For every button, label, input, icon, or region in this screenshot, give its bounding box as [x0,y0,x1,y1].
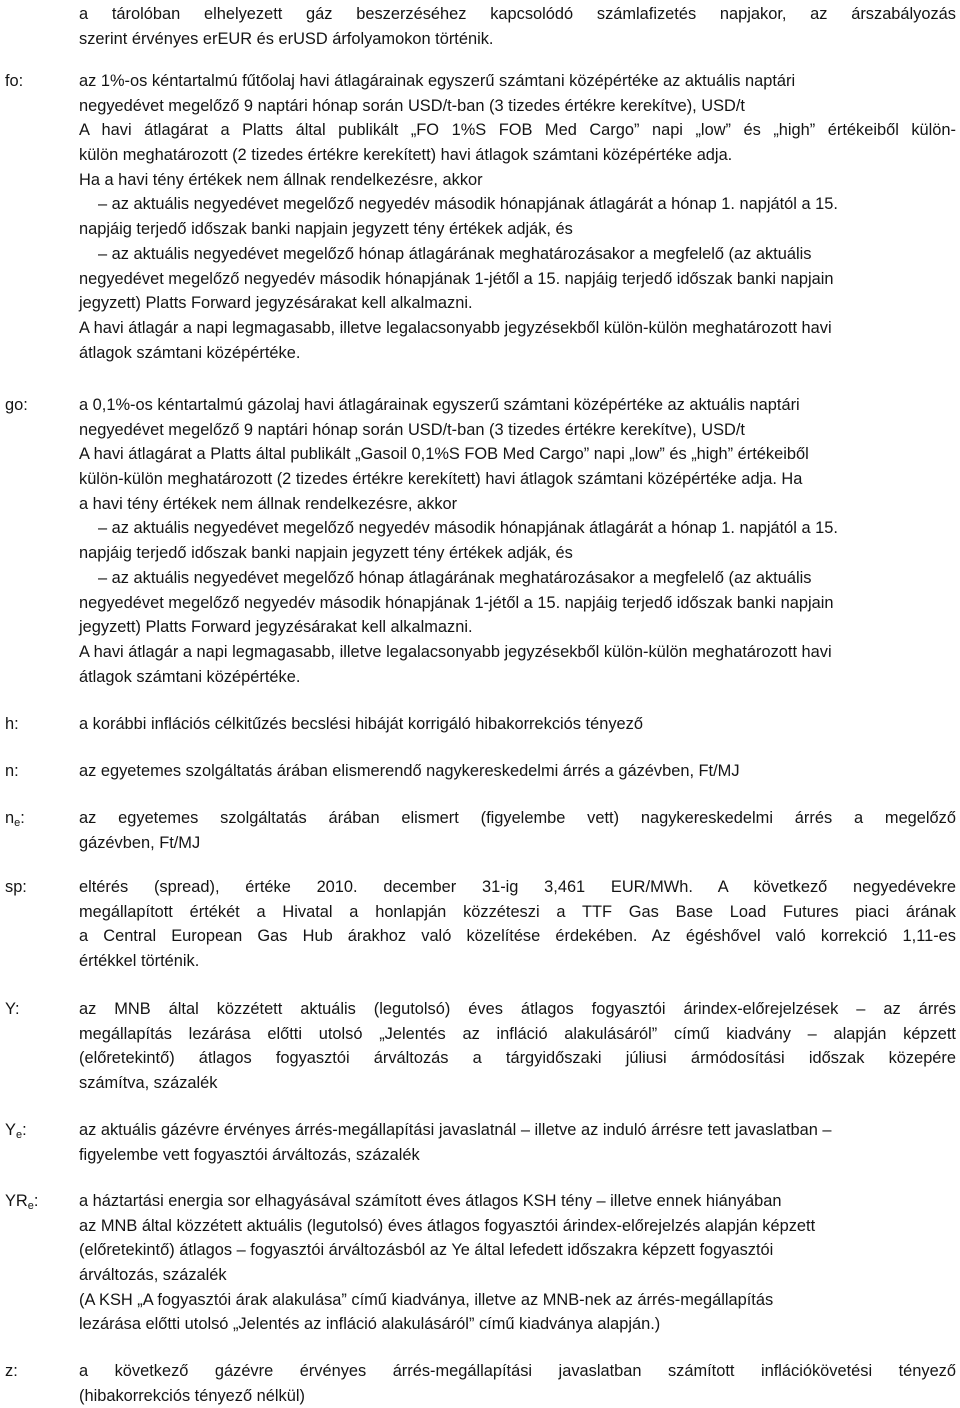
text-line: külön-külön meghatározott (2 tizedes értékre kerekített) havi átlagok számtani középértéke adja. Ha [79,470,803,489]
text-line: a 0,1%-os kéntartalmú gázolaj havi átlagárainak egyszerű számtani középértéke az aktuális naptári [79,396,800,414]
text-line: negyedévet megelőző negyedév második hónapjának 1-jétől a 15. napjáig terjedő időszak banki napjain [79,593,834,612]
text-line: lezárása előtti utolsó „Jelentés az infláció alakulásáról” című kiadványa alapján.) [79,1315,661,1334]
text-line: szerint érvényes erEUR és erUSD árfolyamokon történik. [79,29,494,48]
symbol-colon: : [20,809,25,827]
symbol-subscript: e [14,817,21,829]
text-line: számítva, százalék [79,1074,218,1093]
definition-symbol: go: [5,396,28,414]
text-line: eltérés (spread), értéke 2010. december 31-ig 3,461 EUR/MWh. A következő negyedévekre [79,878,956,896]
definition-symbol: fo: [5,72,24,90]
text-line: a következő gázévre érvényes árrés-megállapítási javaslatban számított inflációkövetési tényező [79,1362,956,1380]
text-line: a tárolóban elhelyezett gáz beszerzéséhez kapcsolódó számlafizetés napjakor, az árszabályozás [79,5,956,23]
definition-text [79,712,956,737]
definition-text [79,759,956,784]
definition-text [79,806,956,855]
text-line: a korábbi inflációs célkitűzés becslési hibáját korrigáló hibakorrekciós tényező [79,715,643,733]
definition-symbol: z: [5,1362,18,1380]
text-line: – az aktuális negyedévet megelőző hónap átlagárának meghatározásakor a megfelelő (az aktuális [98,568,812,587]
text-line: a havi tény értékek nem állnak rendelkezésre, akkor [79,494,458,513]
text-line: (előretekintő) átlagos fogyasztói árváltozás a tárgyidőszaki júliusi ármódosítási időszak közepére [79,1049,956,1068]
text-line: napjáig terjedő időszak banki napjain jegyzett tény értékek adják, és [79,220,573,239]
text-line: – az aktuális negyedévet megelőző negyedév második hónapjának átlagárát a hónap 1. napjától a 15. [98,195,838,214]
text-line: értékkel történik. [79,952,200,971]
text-line: (A KSH „A fogyasztói árak alakulása” című kiadványa, illetve az MNB-nek az árrés-megállapítás [79,1290,774,1309]
text-line: az egyetemes szolgáltatás árában elismert (figyelembe vett) nagykereskedelmi árrés a megelőző [79,809,956,827]
text-line: Ha a havi tény értékek nem állnak rendelkezésre, akkor [79,170,483,189]
definition-symbol: h: [5,715,19,733]
symbol-colon: : [22,1121,27,1139]
text-line: külön meghatározott (2 tizedes értékre kerekített) havi átlagok számtani középértéke adja. [79,146,733,165]
symbol-subscript: e [15,1129,23,1141]
definition-symbol [5,806,25,831]
text-line: (hibakorrekciós tényező nélkül) [79,1386,305,1405]
text-line: a Central European Gas Hub árakhoz való közelítése érdekében. Az égéshővel való korrekció 1,11-es [79,927,956,946]
text-line: napjáig terjedő időszak banki napjain jegyzett tény értékek adják, és [79,544,573,563]
text-line: A havi átlagárat a Platts által publikált „Gasoil 0,1%S FOB Med Cargo” napi „low” és „high” értékeiből [79,445,809,464]
text-line: negyedévet megelőző negyedév második hónapjának 1-jétől a 15. napjáig terjedő időszak banki napjain [79,269,834,288]
text-line: az MNB által közzétett aktuális (legutolsó) éves átlagos fogyasztói árindex-előrejelzések – az árrés [79,1000,956,1018]
definition-text [79,1359,956,1408]
definition-text [79,875,956,974]
text-line: negyedévet megelőző 9 naptári hónap során USD/t-ban (3 tizedes értékre kerekítve), USD/t [79,96,745,115]
text-line: megállapítás lezárása előtti utolsó „Jelentés az infláció alakulásáról” című kiadvány – alapján képzett [79,1024,956,1043]
text-line: A havi átlagárat a Platts által publikált „FO 1%S FOB Med Cargo” napi „low” és „high” értékeiből külön- [79,121,956,140]
definition-symbol [5,1118,27,1143]
definition-text [79,1189,956,1337]
text-line: átlagok számtani középértéke. [79,343,301,362]
text-line: átlagok számtani középértéke. [79,667,301,686]
text-line: jegyzett) Platts Forward jegyzésárakat kell alkalmazni. [79,294,473,313]
text-line: – az aktuális negyedévet megelőző hónap átlagárának meghatározásakor a megfelelő (az aktuális [98,244,812,263]
text-line: gázévben, Ft/MJ [79,833,201,852]
text-line: – az aktuális negyedévet megelőző negyedév második hónapjának átlagárát a hónap 1. napjától a 15. [98,519,838,538]
symbol-base: Y [5,1121,16,1139]
symbol-base: YR [5,1192,28,1210]
text-line: A havi átlagár a napi legmagasabb, illetve legalacsonyabb jegyzésekből külön-külön meghatározott havi [79,642,832,661]
text-line: megállapított értékét a Hivatal a honlapján közzéteszi a TTF Gas Base Load Futures piaci árának [79,902,956,921]
text-line: negyedévet megelőző 9 naptári hónap során USD/t-ban (3 tizedes értékre kerekítve), USD/t [79,420,745,439]
definition-symbol: sp: [5,878,27,896]
text-line: A havi átlagár a napi legmagasabb, illetve legalacsonyabb jegyzésekből külön-külön meghatározott havi [79,318,832,337]
definition-symbol: Y: [5,1000,20,1018]
text-line: figyelembe vett fogyasztói árváltozás, százalék [79,1145,420,1164]
definition-text [79,1118,956,1167]
definition-text [79,997,956,1096]
text-line: az egyetemes szolgáltatás árában elismerendő nagykereskedelmi árrés a gázévben, Ft/MJ [79,762,740,780]
text-line: a háztartási energia sor elhagyásával számított éves átlagos KSH tény – illetve ennek hiányában [79,1192,782,1210]
symbol-subscript: e [27,1200,34,1212]
text-line: az MNB által közzétett aktuális (legutolsó) éves átlagos fogyasztói árindex-előrejelzés alapján képzett [79,1216,816,1235]
definition-symbol: n: [5,762,19,780]
text-line: az aktuális gázévre érvényes árrés-megállapítási javaslatnál – illetve az induló árrésre tett javaslatban – [79,1121,832,1139]
text-line: az 1%-os kéntartalmú fűtőolaj havi átlagárainak egyszerű számtani középértéke az aktuális naptári [79,72,796,90]
text-line: árváltozás, százalék [79,1266,227,1285]
text-line: (előretekintő) átlagos – fogyasztói árváltozásból az Ye által lefedett időszakra képzett fogyasztói [79,1241,774,1260]
definition-text [79,69,956,365]
text-line: jegyzett) Platts Forward jegyzésárakat kell alkalmazni. [79,618,473,637]
symbol-colon: : [33,1192,39,1210]
definition-symbol [5,1189,38,1214]
definition-text [79,393,956,689]
symbol-base: n [5,809,15,827]
